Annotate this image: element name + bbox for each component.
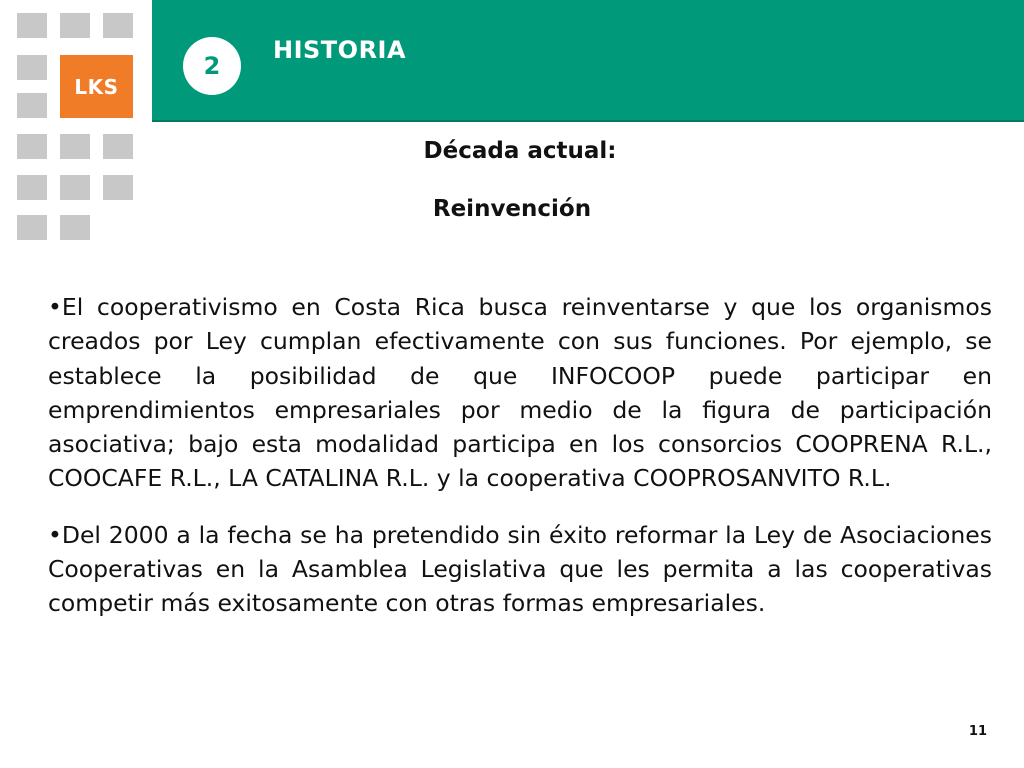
section-number-badge: 2 <box>183 37 241 95</box>
page-number: 11 <box>968 724 987 739</box>
section-title: HISTORIA <box>273 36 407 64</box>
grid-square <box>103 13 133 38</box>
lks-logo: LKS <box>60 55 133 118</box>
body-paragraph: •El cooperativismo en Costa Rica busca reinventarse y que los organismos creados por Ley cumplan efectivamente con sus funciones. Por ejemplo, se establece la posibilidad de que INFOCOOP puede participar en emprendimientos empresariales por medio de la figura de participación asociativa; bajo esta modalidad participa en los consorcios COOPRENA R.L., COOCAFE R.L., LA CATALINA R.L. y la cooperativa COOPROSANVITO R.L. <box>48 293 992 493</box>
slide-body <box>48 290 992 643</box>
reinvention-subtitle: Reinvención <box>432 196 592 222</box>
body-paragraph: •Del 2000 a la fecha se ha pretendido sin éxito reformar la Ley de Asociaciones Cooperativas en la Asamblea Legislativa que les permita a las cooperativas competir más exitosamente con otras formas empresariales. <box>48 520 992 618</box>
decade-subtitle: Década actual: <box>423 138 617 164</box>
grid-square <box>60 13 90 38</box>
grid-square <box>17 55 47 80</box>
grid-square <box>17 93 47 118</box>
grid-square <box>17 13 47 38</box>
